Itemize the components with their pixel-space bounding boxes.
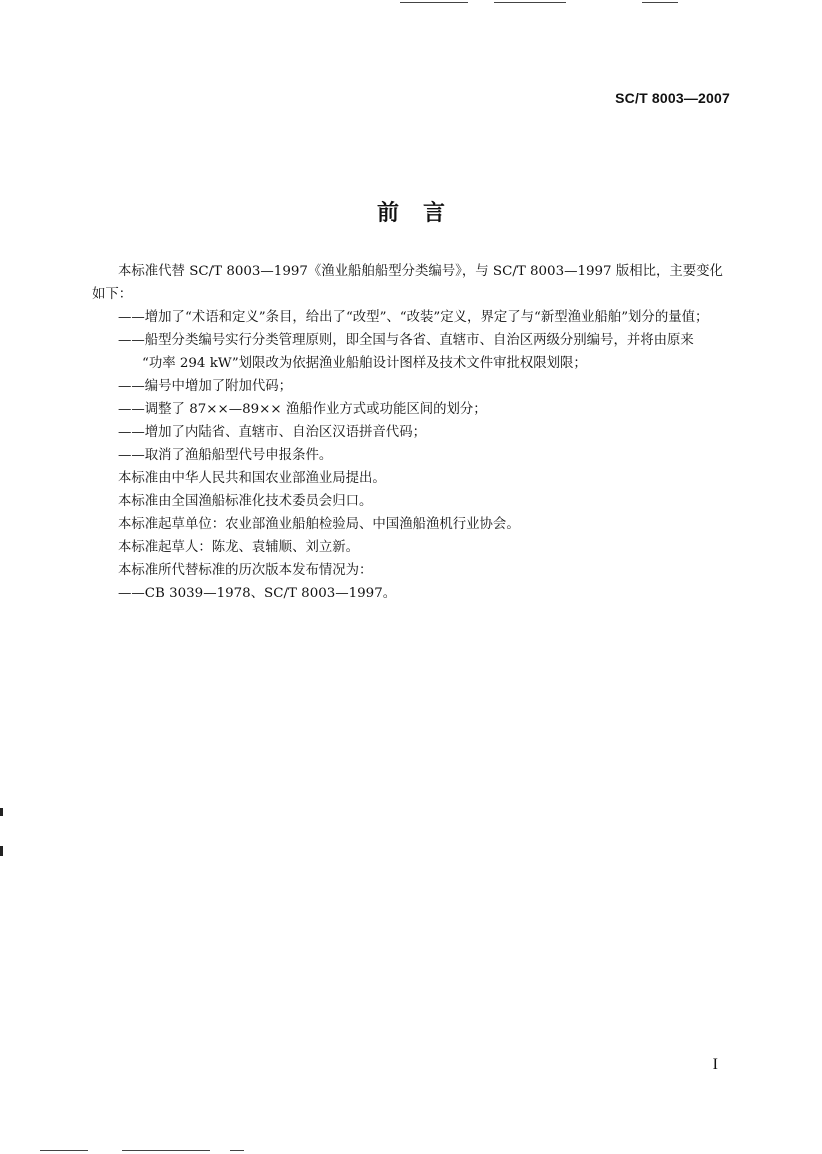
statement: 本标准由全国渔船标准化技术委员会归口。 (118, 494, 373, 509)
scan-edge-bottom (40, 1150, 88, 1151)
scan-edge-top (642, 2, 678, 3)
statement: 本标准由中华人民共和国农业部渔业局提出。 (118, 471, 386, 486)
scan-edge-top (494, 2, 566, 3)
history-item: ——CB 3039—1978、SC/T 8003—1997。 (118, 586, 397, 601)
scan-speck (0, 808, 3, 816)
foreword-body (92, 260, 732, 605)
change-item: ——增加了“术语和定义”条目，给出了“改型”、“改装”定义，界定了与“新型渔业船舶”划分的量值； (118, 310, 709, 325)
change-item-continuation: “功率 294 kW”划限改为依据渔业船舶设计图样及技术文件审批权限划限； (142, 356, 587, 371)
change-item: ——调整了 87××—89×× 渔船作业方式或功能区间的划分； (118, 402, 487, 417)
scan-edge-bottom (230, 1150, 244, 1151)
scan-edge-top (400, 2, 468, 3)
scan-speck (0, 846, 3, 856)
intro-line: 如下： (92, 287, 133, 302)
change-item: ——船型分类编号实行分类管理原则，即全国与各省、直辖市、自治区两级分别编号，并将由原来 (118, 333, 694, 348)
change-item: ——增加了内陆省、直辖市、自治区汉语拼音代码； (118, 425, 426, 440)
page-number: I (712, 1056, 718, 1073)
statement: 本标准起草单位：农业部渔业船舶检验局、中国渔船渔机行业协会。 (118, 517, 520, 532)
standard-code: SC/T 8003—2007 (615, 90, 730, 106)
statement: 本标准起草人：陈龙、袁辅顺、刘立新。 (118, 540, 360, 555)
scan-edge-bottom (122, 1150, 210, 1151)
intro-line: 本标准代替 SC/T 8003—1997《渔业船舶船型分类编号》，与 SC/T 8003—1997 版相比，主要变化 (118, 264, 723, 279)
change-item: ——取消了渔船船型代号申报条件。 (118, 448, 333, 463)
statement: 本标准所代替标准的历次版本发布情况为： (118, 563, 373, 578)
change-item: ——编号中增加了附加代码； (118, 379, 293, 394)
page-title: 前言 (376, 201, 469, 226)
